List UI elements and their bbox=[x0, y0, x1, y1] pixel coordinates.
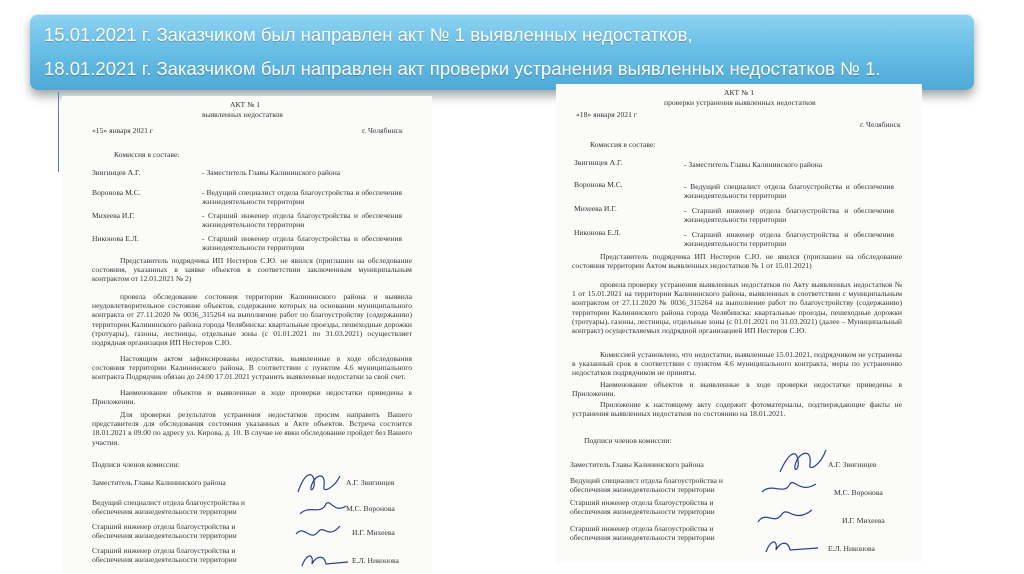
right-member-name: Воронова М.С. bbox=[574, 180, 623, 189]
left-sign-role: Старший инженер отдела благоустройства и обеспечения жизнедеятельности территории bbox=[92, 522, 237, 541]
left-member-name: Михеева И.Г. bbox=[92, 211, 135, 220]
left-sign-name: А.Г. Звигинцев bbox=[346, 478, 395, 487]
right-sign-name: И.Г. Михеева bbox=[842, 516, 885, 525]
right-member-role: - Старший инженер отдела благоустройства и обеспечения жизнедеятельности территории bbox=[684, 230, 894, 249]
left-doc-city: г. Челябинск bbox=[362, 126, 403, 135]
banner-line-1: 15.01.2021 г. Заказчиком был направлен акт № 1 выявленных недостатков, bbox=[44, 24, 693, 45]
right-member-name: Звигинцев А.Г. bbox=[574, 158, 623, 167]
left-member-name: Воронова М.С. bbox=[92, 188, 141, 197]
left-para-3: Настоящим актом зафиксированы недостатки, выявленные в ходе обследования состояния территории Калининского района. В соответствии с пунктом 4.6 муниципального контракта Подрядчик обязан до 24:00 17.01.2021 устранить выявленные недостатки за свой счет. bbox=[92, 354, 412, 382]
left-member-role: - Старший инженер отдела благоустройства и обеспечения жизнедеятельности территории bbox=[202, 234, 402, 253]
right-para-5: Приложение к настоящему акту содержит фотоматериалы, подтверждающие факты не устранения выявленных недостатков по состоянию на 18.01.2021. bbox=[572, 400, 902, 419]
signature-mark bbox=[760, 476, 820, 500]
banner-line-2: 18.01.2021 г. Заказчиком был направлен акт проверки устранения выявленных недостатков № 1. bbox=[44, 58, 881, 79]
right-sign-role: Ведущий специалист отдела благоустройства и обеспечения жизнедеятельности территории bbox=[570, 476, 723, 495]
right-doc-commission: Комиссия в составе: bbox=[590, 140, 656, 149]
signature-mark bbox=[294, 468, 344, 498]
signature-mark bbox=[298, 546, 352, 572]
right-member-role: - Старший инженер отдела благоустройства и обеспечения жизнедеятельности территории bbox=[684, 206, 894, 225]
right-member-name: Никонова Е.Л. bbox=[574, 228, 621, 237]
right-signatures-heading: Подписи членов комиссии: bbox=[584, 436, 672, 445]
title-banner bbox=[30, 14, 974, 90]
right-sign-role: Старший инженер отдела благоустройства и обеспечения жизнедеятельности территории bbox=[570, 498, 715, 517]
left-para-1: Представитель подрядчика ИП Нестеров С.Ю. не явился (приглашен на обследование состояния, указанных в заявке объектов в соответствии заключенным муниципальным контрактом от 12.01.2021 № 2) bbox=[92, 256, 412, 284]
right-doc-subtitle: проверки устранения выявленных недостатков bbox=[664, 98, 816, 107]
left-sign-name: М.С. Воронова bbox=[346, 504, 395, 513]
right-doc-title: АКТ № 1 bbox=[724, 88, 755, 97]
right-member-role: - Заместитель Главы Калининского района bbox=[684, 160, 823, 169]
right-sign-role: Заместитель Главы Калининского района bbox=[570, 460, 704, 469]
right-para-4: Наименование объектов и выявленные в ходе проверки недостатки приведены в Приложении. bbox=[572, 380, 902, 399]
left-sign-name: Е.Л. Никонова bbox=[352, 556, 399, 565]
left-member-name: Звигинцев А.Г. bbox=[92, 168, 141, 177]
right-para-2: провела проверку устранения выявленных недостатков по Акту выявленных недостатков № 1 от 15.01.2021 на территории Калининского района, выявленных в соответствии с муниципальным контрактом от 27.11.2020 № 0036_315264 на выполнение работ по благоустройству (содержанию) территории Калининского района города Челябинска: квартальные проезды, пешеходные дорожки (тротуары), газоны, лестницы, отдельные зоны (с 01.01.2021 по 31.03.2021) (далее – Муниципальный контракт) осуществляемых подрядной организацией ИП Нестеров С.Ю. bbox=[572, 280, 902, 336]
signature-mark bbox=[298, 496, 348, 522]
left-edge-line bbox=[58, 92, 59, 172]
left-doc-date: «15» января 2021 г bbox=[92, 126, 153, 135]
left-sign-role: Заместитель Главы Калининского района bbox=[92, 478, 226, 487]
left-member-role: - Ведущий специалист отдела благоустройства и обеспечения жизнедеятельности территории bbox=[202, 188, 402, 207]
left-document bbox=[62, 96, 432, 574]
left-member-role: - Заместитель Главы Калининского района bbox=[202, 168, 341, 177]
signature-mark bbox=[776, 444, 830, 478]
right-sign-name: М.С. Воронова bbox=[834, 488, 883, 497]
left-doc-title: АКТ № 1 bbox=[230, 100, 261, 109]
right-sign-name: А.Г. Звигинцев bbox=[828, 460, 877, 469]
right-member-role: - Ведущий специалист отдела благоустройства и обеспечения жизнедеятельности территории bbox=[684, 182, 894, 201]
right-member-name: Михеева И.Г. bbox=[574, 204, 617, 213]
left-member-role: - Старший инженер отдела благоустройства и обеспечения жизнедеятельности территории bbox=[202, 211, 402, 230]
left-para-4: Наименование объектов и выявленные в ходе проверки недостатки приведены в Приложении. bbox=[92, 388, 412, 407]
left-sign-name: И.Г. Михеева bbox=[352, 528, 395, 537]
left-doc-commission: Комиссия в составе: bbox=[114, 150, 180, 159]
right-sign-name: Е.Л. Никонова bbox=[828, 544, 875, 553]
left-doc-subtitle: выявленных недостатков bbox=[202, 110, 283, 119]
right-sign-role: Старший инженер отдела благоустройства и обеспечения жизнедеятельности территории bbox=[570, 524, 715, 543]
left-para-2: провела обследование состояния территории Калининского района и выявила неудовлетворительное состояние объектов, содержание которых на основании муниципального контракта от 27.11.2020 № 0036_315264 на выполнение работ по благоустройству (содержанию) территории Калининского района города Челябинска: квартальные проезды, пешеходные дорожки (тротуары), газоны, лестницы, отдельные зоны (с 01.01.2021 по 31.03.2021) осуществляет подрядная организация ИП Нестеров С.Ю. bbox=[92, 292, 412, 348]
left-member-name: Никонова Е.Л. bbox=[92, 234, 139, 243]
left-signatures-heading: Подписи членов комиссии: bbox=[92, 460, 180, 469]
right-para-3: Комиссией установлено, что недостатки, выявленные 15.01.2021, подрядчиком не устранены в указанный срок в соответствии с пунктом 4.6 муниципального контракта, меры по устранению недостатков подрядчиком не приняты. bbox=[572, 350, 902, 378]
signature-mark bbox=[756, 504, 816, 530]
left-sign-role: Ведущий специалист отдела благоустройства и обеспечения жизнедеятельности территории bbox=[92, 498, 245, 517]
signature-mark bbox=[762, 532, 822, 558]
right-doc-date: «18» января 2021 г bbox=[576, 110, 637, 119]
right-para-1: Представитель подрядчика ИП Нестеров С.Ю. не явился (приглашен на обследование состояния территории Актом выявленных недостатков № 1 от 15.01.2021) bbox=[572, 252, 902, 271]
signature-mark bbox=[294, 520, 344, 546]
right-doc-city: г. Челябинск bbox=[860, 120, 901, 129]
left-para-5: Для проверки результатов устранения недостатков просим направить Вашего представителя для обследования состояния указанных в Акте объектов. Встреча состоится 18.01.2021 в 09.00 по адресу ул. Кирова, д. 10. В случае не явки обследование пройдет без Вашего участия. bbox=[92, 410, 412, 447]
right-document bbox=[556, 84, 922, 562]
left-sign-role: Старший инженер отдела благоустройства и обеспечения жизнедеятельности территории bbox=[92, 546, 237, 565]
